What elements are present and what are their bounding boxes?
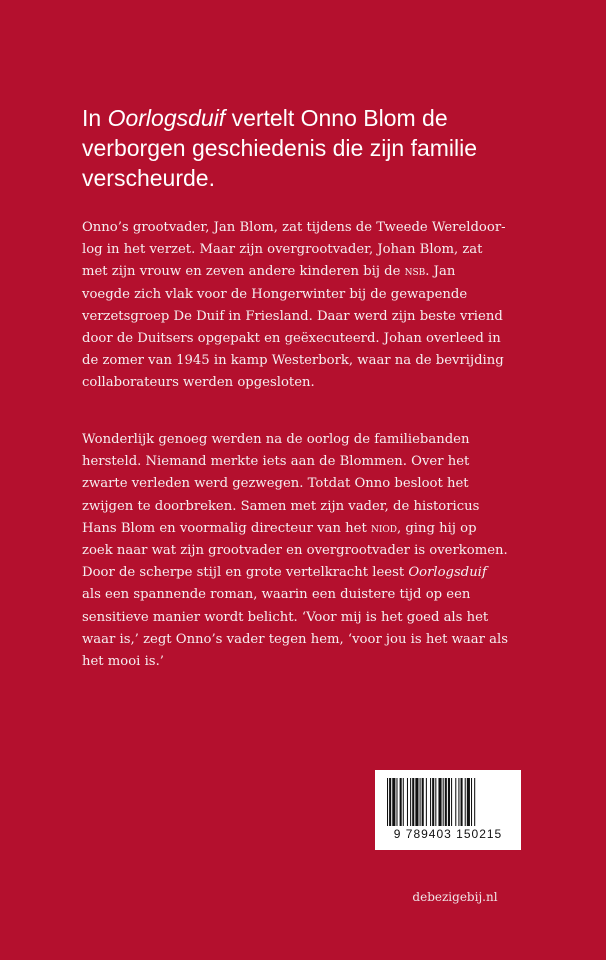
barcode-bar — [474, 778, 475, 826]
text-line: collaborateurs werden opgesloten. — [82, 375, 315, 391]
barcode-bar — [435, 778, 436, 826]
text-line: door de Duitsers opgepakt en geëxecuteerd. Johan overleed in — [82, 331, 501, 347]
barcode-bar — [407, 778, 408, 826]
barcode-bar — [458, 778, 459, 826]
headline-line-3: verscheurde. — [82, 165, 215, 191]
text-line — [82, 562, 552, 584]
text-line — [82, 261, 552, 283]
barcode-bar — [438, 778, 441, 826]
barcode-bar — [422, 778, 424, 826]
blurb-paragraph-2 — [82, 429, 552, 673]
text-line: de zomer van 1945 in kamp Westerbork, waar na de bevrijding — [82, 353, 504, 369]
barcode-bar — [403, 778, 404, 826]
book-title-italic: Oorlogsduif — [408, 565, 487, 581]
isbn-number: 9 789403 150215 — [393, 827, 503, 841]
barcode-bar — [443, 778, 444, 826]
text-line: waar is,’ zegt Onno’s vader tegen hem, ‘voor jou is het waar als — [82, 631, 508, 647]
text-line: voegde zich vlak voor de Hongerwinter bij de gewapende — [82, 286, 468, 302]
text-line: het mooi is.’ — [82, 654, 164, 670]
book-title-italic: Oorlogsduif — [107, 105, 226, 131]
text-span: , ging hij op — [396, 520, 477, 536]
text-line: verzetsgroep De Duif in Friesland. Daar werd zijn beste vriend — [82, 308, 503, 324]
text-span: Hans Blom en voormalig directeur van het — [82, 520, 371, 536]
blurb-paragraph-1 — [82, 217, 552, 395]
text-span: . Jan — [425, 264, 456, 280]
barcode-bar — [455, 778, 456, 826]
text-line: zwijgen te doorbreken. Samen met zijn vader, de historicus — [82, 498, 480, 514]
text-line: als een spannende roman, waarin een duistere tijd op een — [82, 587, 471, 603]
barcode-bar — [387, 778, 388, 826]
text-span: Door de scherpe stijl en grote vertelkracht leest — [82, 565, 409, 581]
text-span: met zijn vrouw en zeven andere kinderen bij de — [82, 264, 405, 280]
barcode-bar — [400, 778, 402, 826]
abbreviation-niod: niod — [370, 520, 397, 536]
headline-text: vertelt Onno Blom de — [225, 105, 448, 131]
text-line: sensitieve manier wordt belicht. ‘Voor mij is het goed als het — [82, 609, 489, 625]
barcode-bar — [410, 778, 411, 826]
headline-text: In — [82, 105, 108, 131]
publisher-website: debezigebij.nl — [412, 890, 498, 904]
barcode-bar — [461, 778, 463, 826]
headline-line-1 — [82, 103, 562, 133]
text-line: Wonderlijk genoeg werden na de oorlog de familiebanden — [82, 432, 470, 447]
text-line: zwarte verleden werd gezwegen. Totdat Onno besloot het — [82, 476, 469, 492]
abbreviation-nsb: nsb — [404, 264, 426, 280]
barcode-bar — [430, 778, 431, 826]
text-line: hersteld. Niemand merkte iets aan de Blommen. Over het — [82, 454, 470, 470]
text-line: Onno’s grootvader, Jan Blom, zat tijdens de Tweede Wereldoor- — [82, 220, 506, 235]
barcode-bar — [412, 778, 414, 826]
barcode-bar — [426, 778, 427, 826]
barcode-bar — [467, 778, 470, 826]
barcode-bar — [396, 778, 397, 826]
barcode-bar — [392, 778, 395, 826]
barcode-bar — [445, 778, 447, 826]
text-line: log in het verzet. Maar zijn overgrootvader, Johan Blom, zat — [82, 242, 483, 258]
barcode-bar — [420, 778, 421, 826]
text-line: zoek naar wat zijn grootvader en overgrootvader is overkomen. — [82, 543, 508, 559]
barcode-bar — [415, 778, 418, 826]
headline-line-2: verborgen geschiedenis die zijn familie — [82, 135, 478, 161]
barcode-bar — [389, 778, 391, 826]
barcode-bar — [451, 778, 452, 826]
text-line — [82, 518, 552, 540]
barcode-bar — [432, 778, 434, 826]
headline — [82, 103, 562, 193]
barcode-bar — [448, 778, 450, 826]
barcode-bar — [471, 778, 472, 826]
barcode-icon — [387, 778, 509, 826]
barcode-bar — [465, 778, 466, 826]
barcode-label — [375, 770, 521, 850]
